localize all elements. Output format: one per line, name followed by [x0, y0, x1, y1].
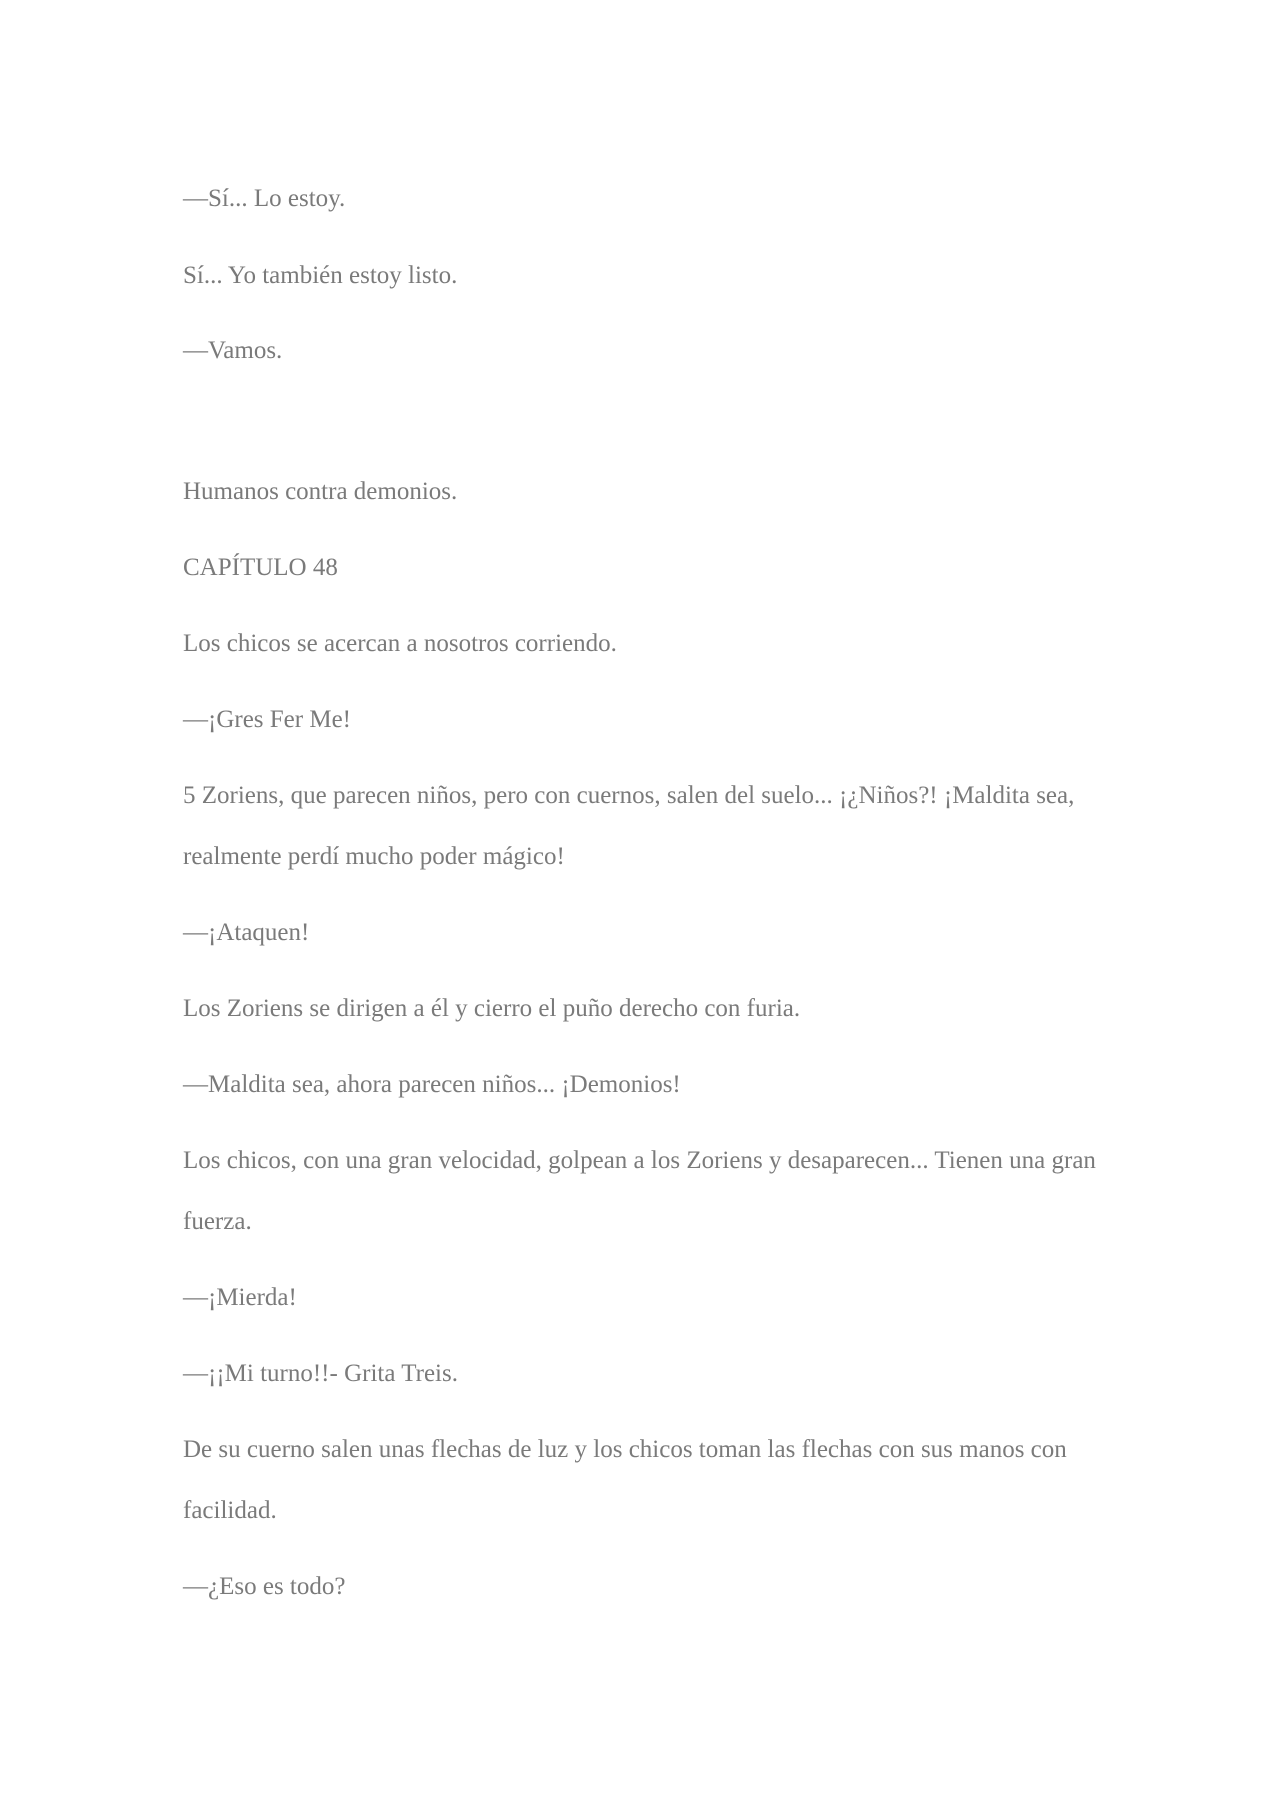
paragraph-2: Sí... Yo también estoy listo.	[183, 262, 458, 289]
paragraph-1: —Sí... Lo estoy.	[183, 185, 346, 212]
paragraph-12: Los chicos, con una gran velocidad, golpean a los Zoriens y desaparecen... Tienen una gran fuerza.	[183, 1147, 1096, 1235]
chapter-heading: CAPÍTULO 48	[183, 554, 338, 581]
paragraph-15: De su cuerno salen unas flechas de luz y los chicos toman las flechas con sus manos con facilidad.	[183, 1436, 1067, 1524]
paragraph-11: —Maldita sea, ahora parecen niños... ¡Demonios!	[183, 1071, 681, 1098]
paragraph-8: 5 Zoriens, que parecen niños, pero con cuernos, salen del suelo... ¡¿Niños?! ¡Maldita sea, realmente perdí mucho poder mágico!	[183, 782, 1075, 870]
paragraph-13: —¡Mierda!	[183, 1284, 297, 1311]
paragraph-3: —Vamos.	[183, 337, 283, 364]
paragraph-4: Humanos contra demonios.	[183, 478, 458, 505]
paragraph-10: Los Zoriens se dirigen a él y cierro el puño derecho con furia.	[183, 995, 801, 1022]
paragraph-6: Los chicos se acercan a nosotros corriendo.	[183, 630, 617, 657]
paragraph-16: —¿Eso es todo?	[183, 1573, 346, 1600]
paragraph-7: —¡Gres Fer Me!	[183, 706, 352, 733]
paragraph-14: —¡¡Mi turno!!- Grita Treis.	[183, 1360, 458, 1387]
paragraph-9: —¡Ataquen!	[183, 919, 310, 946]
